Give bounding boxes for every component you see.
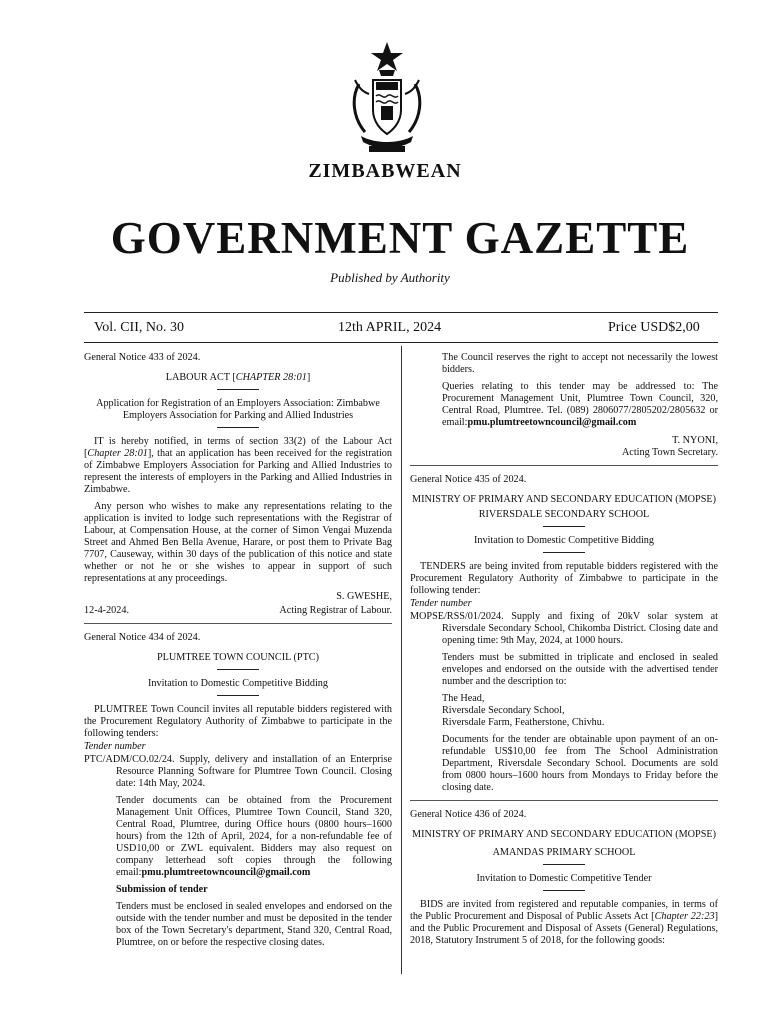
issue-date: 12th APRIL, 2024 — [338, 320, 442, 335]
notice-435-submission: Tenders must be submitted in triplicate and enclosed in sealed envelopes and endorsed on the outside with the advertised tender number and the description to: — [442, 652, 718, 687]
notice-434-org: PLUMTREE TOWN COUNCIL (PTC) — [157, 652, 319, 663]
notice-433-number: General Notice 433 of 2024. — [84, 352, 201, 363]
masthead-title: GOVERNMENT GAZETTE — [110, 213, 690, 263]
notice-435-school: RIVERSDALE SECONDARY SCHOOL — [478, 509, 650, 520]
notice-435-address: The Head, Riversdale Secondary School, Riversdale Farm, Featherstone, Chivhu. — [442, 693, 605, 728]
notice-435-intro: TENDERS are being invited from reputable bidders registered with the Procurement Regulatory Authority of Zimbabwe to participate in the following tender: — [410, 561, 718, 596]
notice-434-intro: PLUMTREE Town Council invites all reputable bidders registered with the Procurement Regulatory Authority of Zimbabwe to participate in the following tenders: — [84, 704, 392, 739]
bottom-rule — [84, 342, 718, 343]
notice-436-intro: BIDS are invited from registered and reputable companies, in terms of the Public Procurement and Disposal of Public Assets Act [Chapter 22:23] and the Public Procurement and Disposal of Assets (General) Regulations, 2018, Statutory Instrument 5 of 2018, for the following goods: — [410, 899, 718, 946]
divider — [217, 427, 259, 428]
notice-separator — [84, 623, 392, 624]
notice-434-submission-text: Tenders must be enclosed in sealed envelopes and endorsed on the outside with the tender number and must be deposited in the tender box of the Town Secretary's department, Stand 320, Central Road, Plumtree, on or before the respective closing dates. — [116, 901, 392, 948]
top-rule — [84, 312, 718, 313]
notice-433-para1: IT is hereby notified, in terms of section 33(2) of the Labour Act [Chapter 28:01], that an application has been received for the registration of Zimbabwe Employers Association for Parking and Allied Industries to represent the interests of employers in the Parking and Allied Industries in Zimbabwe. — [84, 436, 392, 495]
notice-434-role: Acting Town Secretary. — [621, 447, 718, 458]
notice-435-tender-item: MOPSE/RSS/01/2024. Supply and fixing of 20kV solar system at Riversdale Secondary School, Chikomba District. Closing date and opening time: 9th May, 2024, at 1000 hours. — [410, 611, 718, 646]
right-column — [410, 352, 718, 952]
coat-of-arms-icon — [345, 40, 429, 158]
divider — [217, 669, 259, 670]
notice-435-ministry: MINISTRY OF PRIMARY AND SECONDARY EDUCATION (MOPSE) — [412, 494, 716, 505]
divider — [217, 695, 259, 696]
notice-433-para2: Any person who wishes to make any representations relating to the application is invited to lodge such representations with the Registrar of Labour, at Compensation House, at the corner of Simon Vengai Muzenda Street and Ahmed Ben Bella Avenue, Harare, or post them to Private Bag 7707, Causeway, within 30 days of the publication of this notice and state whether or not he or she wishes to appear in support of such representations at any proceedings. — [84, 501, 392, 584]
notice-435-number: General Notice 435 of 2024. — [410, 474, 527, 485]
notice-436-invitation: Invitation to Domestic Competitive Tender — [476, 873, 652, 884]
divider — [543, 526, 585, 527]
notice-435-documents: Documents for the tender are obtainable upon payment of an on-refundable US$10,00 fee from The School Administration Department, Riversdale Secondary School. Documents are sold from 0800 hours–1600 hours from Mondays to Friday before the closing date. — [442, 734, 718, 793]
issue-price: Price USD$2,00 — [608, 320, 700, 335]
masthead-subtitle: Published by Authority — [330, 270, 450, 285]
masthead-country: ZIMBABWEAN — [308, 160, 462, 182]
notice-434-reserve: The Council reserves the right to accept not necessarily the lowest bidders. — [442, 352, 718, 375]
notice-separator — [410, 800, 718, 801]
notice-434-tender-item: PTC/ADM/CO.02/24. Supply, delivery and installation of an Enterprise Resource Planning Software for Plumtree Town Council. Closing date: 14th May, 2024. — [84, 754, 392, 789]
divider — [543, 890, 585, 891]
notice-433-heading: Application for Registration of an Employers Association: Zimbabwe Employers Association for Parking and Allied Industries — [96, 398, 380, 421]
divider — [217, 389, 259, 390]
notice-433-act: LABOUR ACT [CHAPTER 28:01] — [165, 372, 311, 383]
left-column — [84, 352, 392, 954]
divider — [543, 864, 585, 865]
notice-434-invitation: Invitation to Domestic Competitive Bidding — [148, 678, 328, 689]
notice-434-submission-heading: Submission of tender — [116, 884, 208, 895]
notice-434-queries: Queries relating to this tender may be addressed to: The Procurement Management Unit, Plumtree Town Council, 320, Central Road, Plumtree. Tel. (089) 2806077/2805202/2805632 or email:pmu.plumtreetowncouncil@gmail.com — [442, 381, 718, 428]
notice-434-tender-label: Tender number — [84, 741, 146, 752]
notice-435-tender-label: Tender number — [410, 598, 472, 609]
notice-433-signatory: S. GWESHE, — [336, 591, 392, 602]
notice-433-role: Acting Registrar of Labour. — [279, 605, 392, 616]
notice-435-invitation: Invitation to Domestic Competitive Bidding — [474, 535, 654, 546]
notice-436-ministry: MINISTRY OF PRIMARY AND SECONDARY EDUCATION (MOPSE) — [412, 829, 716, 840]
divider — [543, 552, 585, 553]
notice-433-date: 12-4-2024. — [84, 605, 129, 616]
issue-volume: Vol. CII, No. 30 — [94, 320, 184, 335]
notice-434-documents: Tender documents can be obtained from the Procurement Management Unit Offices, Plumtree Town Council, Stand 320, Central Road, Plumtree, during Office hours (0800 hours–1600 hours) from the 12th of April, 2024, for a non-refundable fee of USD10,00 or ZWL equivalent. Bidders may also request on company letterhead soft copies through the following email:pmu.plumtreetowncouncil@gmail.com — [116, 795, 392, 878]
notice-separator — [410, 465, 718, 466]
notice-434-number: General Notice 434 of 2024. — [84, 632, 201, 643]
column-divider — [401, 346, 402, 974]
notice-436-school: AMANDAS PRIMARY SCHOOL — [492, 847, 636, 858]
notice-433-signature-line — [84, 605, 392, 617]
notice-434-signatory: T. NYONI, — [672, 435, 718, 446]
notice-436-number: General Notice 436 of 2024. — [410, 809, 527, 820]
